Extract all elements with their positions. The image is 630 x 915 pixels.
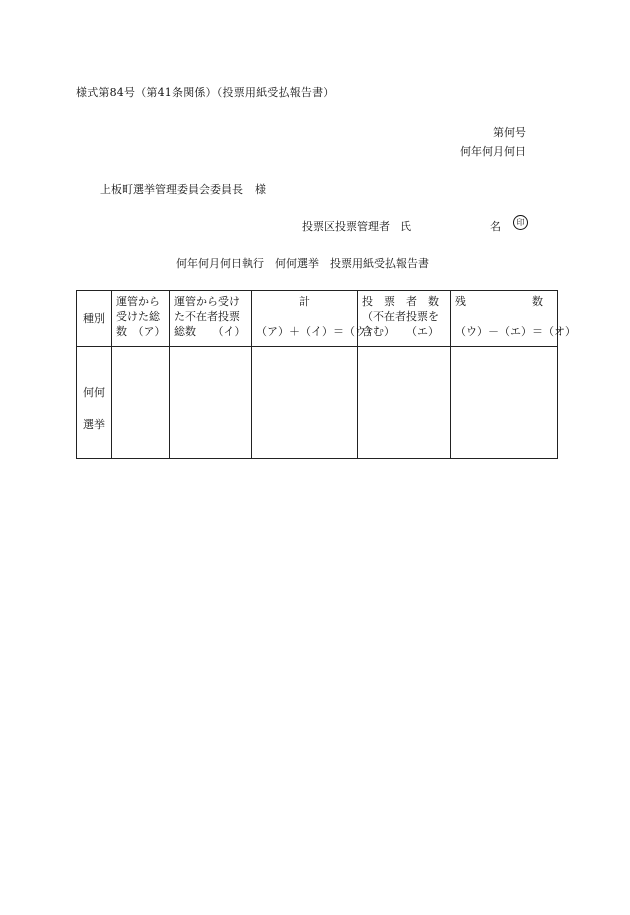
header-kind-label: 種別 (83, 312, 105, 325)
header-e (358, 291, 451, 347)
header-i-line-3: 総数 （イ） (174, 325, 246, 338)
header-u-line-1: 計 (299, 295, 310, 308)
addressee-honorific: 様 (255, 183, 266, 196)
row-cell-u[interactable] (252, 347, 358, 459)
table-row (77, 347, 558, 459)
addressee (100, 181, 266, 197)
header-e-line-2: （不在者投票を (362, 310, 439, 323)
header-o-line-2: （ウ）－（エ）＝（オ） (455, 325, 576, 338)
report-table (76, 290, 576, 459)
header-u-line-2: （ア）＋（イ）＝（ウ） (256, 325, 377, 338)
header-a (112, 291, 170, 347)
document-number: 第何号 (493, 126, 526, 139)
header-o (451, 291, 576, 347)
manager-title: 投票区投票管理者 (302, 220, 390, 233)
header-a-line-1: 運管から (116, 295, 160, 308)
row-cell-a[interactable] (112, 347, 170, 459)
report-title: 何年何月何日執行 何何選挙 投票用紙受払報告書 (176, 257, 429, 270)
header-a-line-2: 受けた総 (116, 310, 160, 323)
row-kind-line-2: 選挙 (83, 418, 105, 431)
manager-title-line (302, 218, 411, 234)
header-e-line-1: 投 票 者 数 (362, 295, 439, 308)
seal-stamp: 印 (513, 215, 528, 230)
manager-mei-label: 名 (490, 220, 501, 233)
document-date: 何年何月何日 (460, 145, 526, 158)
header-u (252, 291, 377, 347)
header-kind (77, 291, 112, 347)
header-i-line-1: 運管から受け (174, 295, 240, 308)
header-a-line-3: 数 （ア） (116, 325, 166, 338)
row-cell-o[interactable] (451, 347, 558, 459)
header-e-line-3: 含む） （エ） (362, 325, 439, 338)
header-o-line-1: 残 数 (455, 295, 543, 308)
addressee-name: 上板町選挙管理委員会委員長 (100, 183, 243, 196)
row-kind-line-1: 何何 (83, 386, 105, 399)
header-i (170, 291, 252, 347)
table-header-row (77, 291, 558, 347)
row-cell-e[interactable] (358, 347, 451, 459)
row-cell-i[interactable] (170, 347, 252, 459)
row-kind (77, 347, 112, 459)
manager-shi-label: 氏 (400, 220, 411, 233)
header-i-line-2: た不在者投票 (174, 310, 240, 323)
form-title: 様式第84号（第41条関係）（投票用紙受払報告書） (76, 86, 335, 99)
